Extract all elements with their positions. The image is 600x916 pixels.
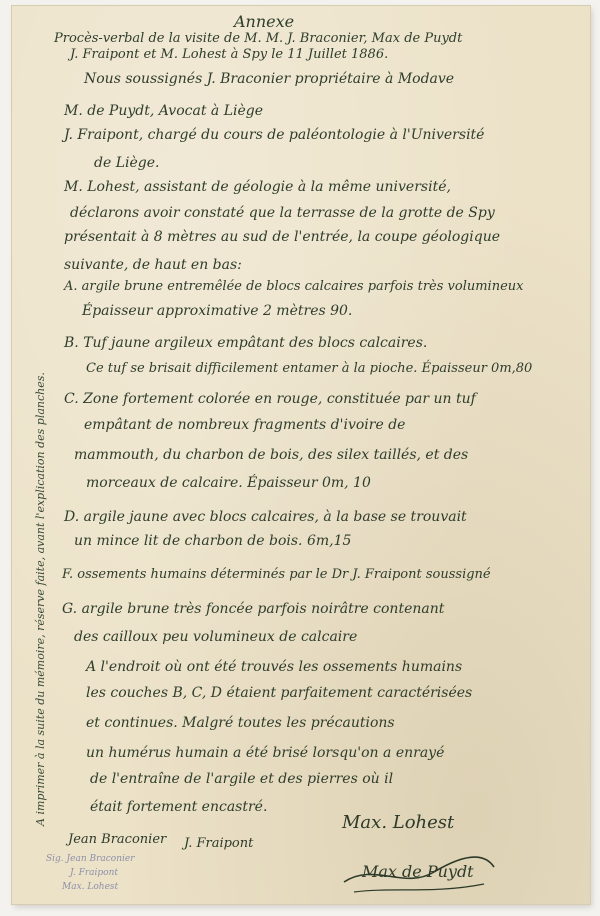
- title-line-2: J. Fraipont et M. Lohest à Spy le 11 Juillet 1886.: [70, 47, 389, 62]
- body-line: A l'endroit où ont été trouvés les ossements humains: [86, 659, 463, 675]
- body-line: un humérus humain a été brisé lorsqu'on a enrayé: [86, 745, 445, 761]
- body-line: un mince lit de charbon de bois. 6m,15: [74, 533, 352, 549]
- faded-stamp-line: Sig. Jean Braconier: [46, 854, 135, 864]
- signature-braconier: Jean Braconier: [68, 832, 167, 847]
- signature-lohest: Max. Lohest: [342, 812, 455, 833]
- faded-stamp-line: J. Fraipont: [70, 868, 119, 878]
- manuscript-page: [12, 6, 590, 904]
- title-line-1: Procès-verbal de la visite de M. M. J. Braconier, Max de Puydt: [54, 31, 463, 46]
- body-line: de Liège.: [94, 155, 160, 171]
- body-line: Ce tuf se brisait difficilement entamer à la pioche. Épaisseur 0m,80: [86, 361, 533, 376]
- body-line: M. Lohest, assistant de géologie à la même université,: [64, 179, 451, 195]
- body-line: M. de Puydt, Avocat à Liège: [64, 103, 264, 119]
- heading: Annexe: [234, 12, 295, 31]
- faded-stamp-line: Max. Lohest: [62, 882, 119, 892]
- body-line: A. argile brune entremêlée de blocs calcaires parfois très volumineux: [64, 279, 524, 294]
- body-line: D. argile jaune avec blocs calcaires, à la base se trouvait: [64, 509, 467, 525]
- body-line: G. argile brune très foncée parfois noirâtre contenant: [62, 601, 445, 617]
- body-line: déclarons avoir constaté que la terrasse de la grotte de Spy: [70, 205, 495, 221]
- signature-de-puydt: Max de Puydt: [362, 862, 474, 881]
- body-line: F. ossements humains déterminés par le Dr J. Fraipont soussigné: [62, 567, 491, 582]
- body-line: Épaisseur approximative 2 mètres 90.: [82, 303, 353, 319]
- body-line: mammouth, du charbon de bois, des silex taillés, et des: [74, 447, 469, 463]
- body-line: J. Fraipont, chargé du cours de paléontologie à l'Université: [64, 127, 485, 143]
- body-line: de l'entraîne de l'argile et des pierres où il: [90, 771, 394, 787]
- signature-flourish: [334, 832, 504, 902]
- body-line: Nous soussignés J. Braconier propriétaire à Modave: [84, 71, 455, 87]
- body-line: empâtant de nombreux fragments d'ivoire de: [84, 417, 406, 433]
- signature-fraipont: J. Fraipont: [184, 836, 254, 851]
- body-line: était fortement encastré.: [90, 799, 268, 815]
- body-line: les couches B, C, D étaient parfaitement caractérisées: [86, 685, 473, 701]
- margin-note: A imprimer à la suite du mémoire, réserve faite, avant l'explication des planches.: [34, 372, 47, 826]
- body-line: des cailloux peu volumineux de calcaire: [74, 629, 358, 645]
- body-line: C. Zone fortement colorée en rouge, constituée par un tuf: [64, 391, 476, 407]
- body-line: B. Tuf jaune argileux empâtant des blocs calcaires.: [64, 335, 428, 351]
- body-line: suivante, de haut en bas:: [64, 257, 242, 273]
- body-line: présentait à 8 mètres au sud de l'entrée, la coupe géologique: [64, 229, 500, 245]
- body-line: et continues. Malgré toutes les précautions: [86, 715, 395, 731]
- body-line: morceaux de calcaire. Épaisseur 0m, 10: [86, 475, 371, 491]
